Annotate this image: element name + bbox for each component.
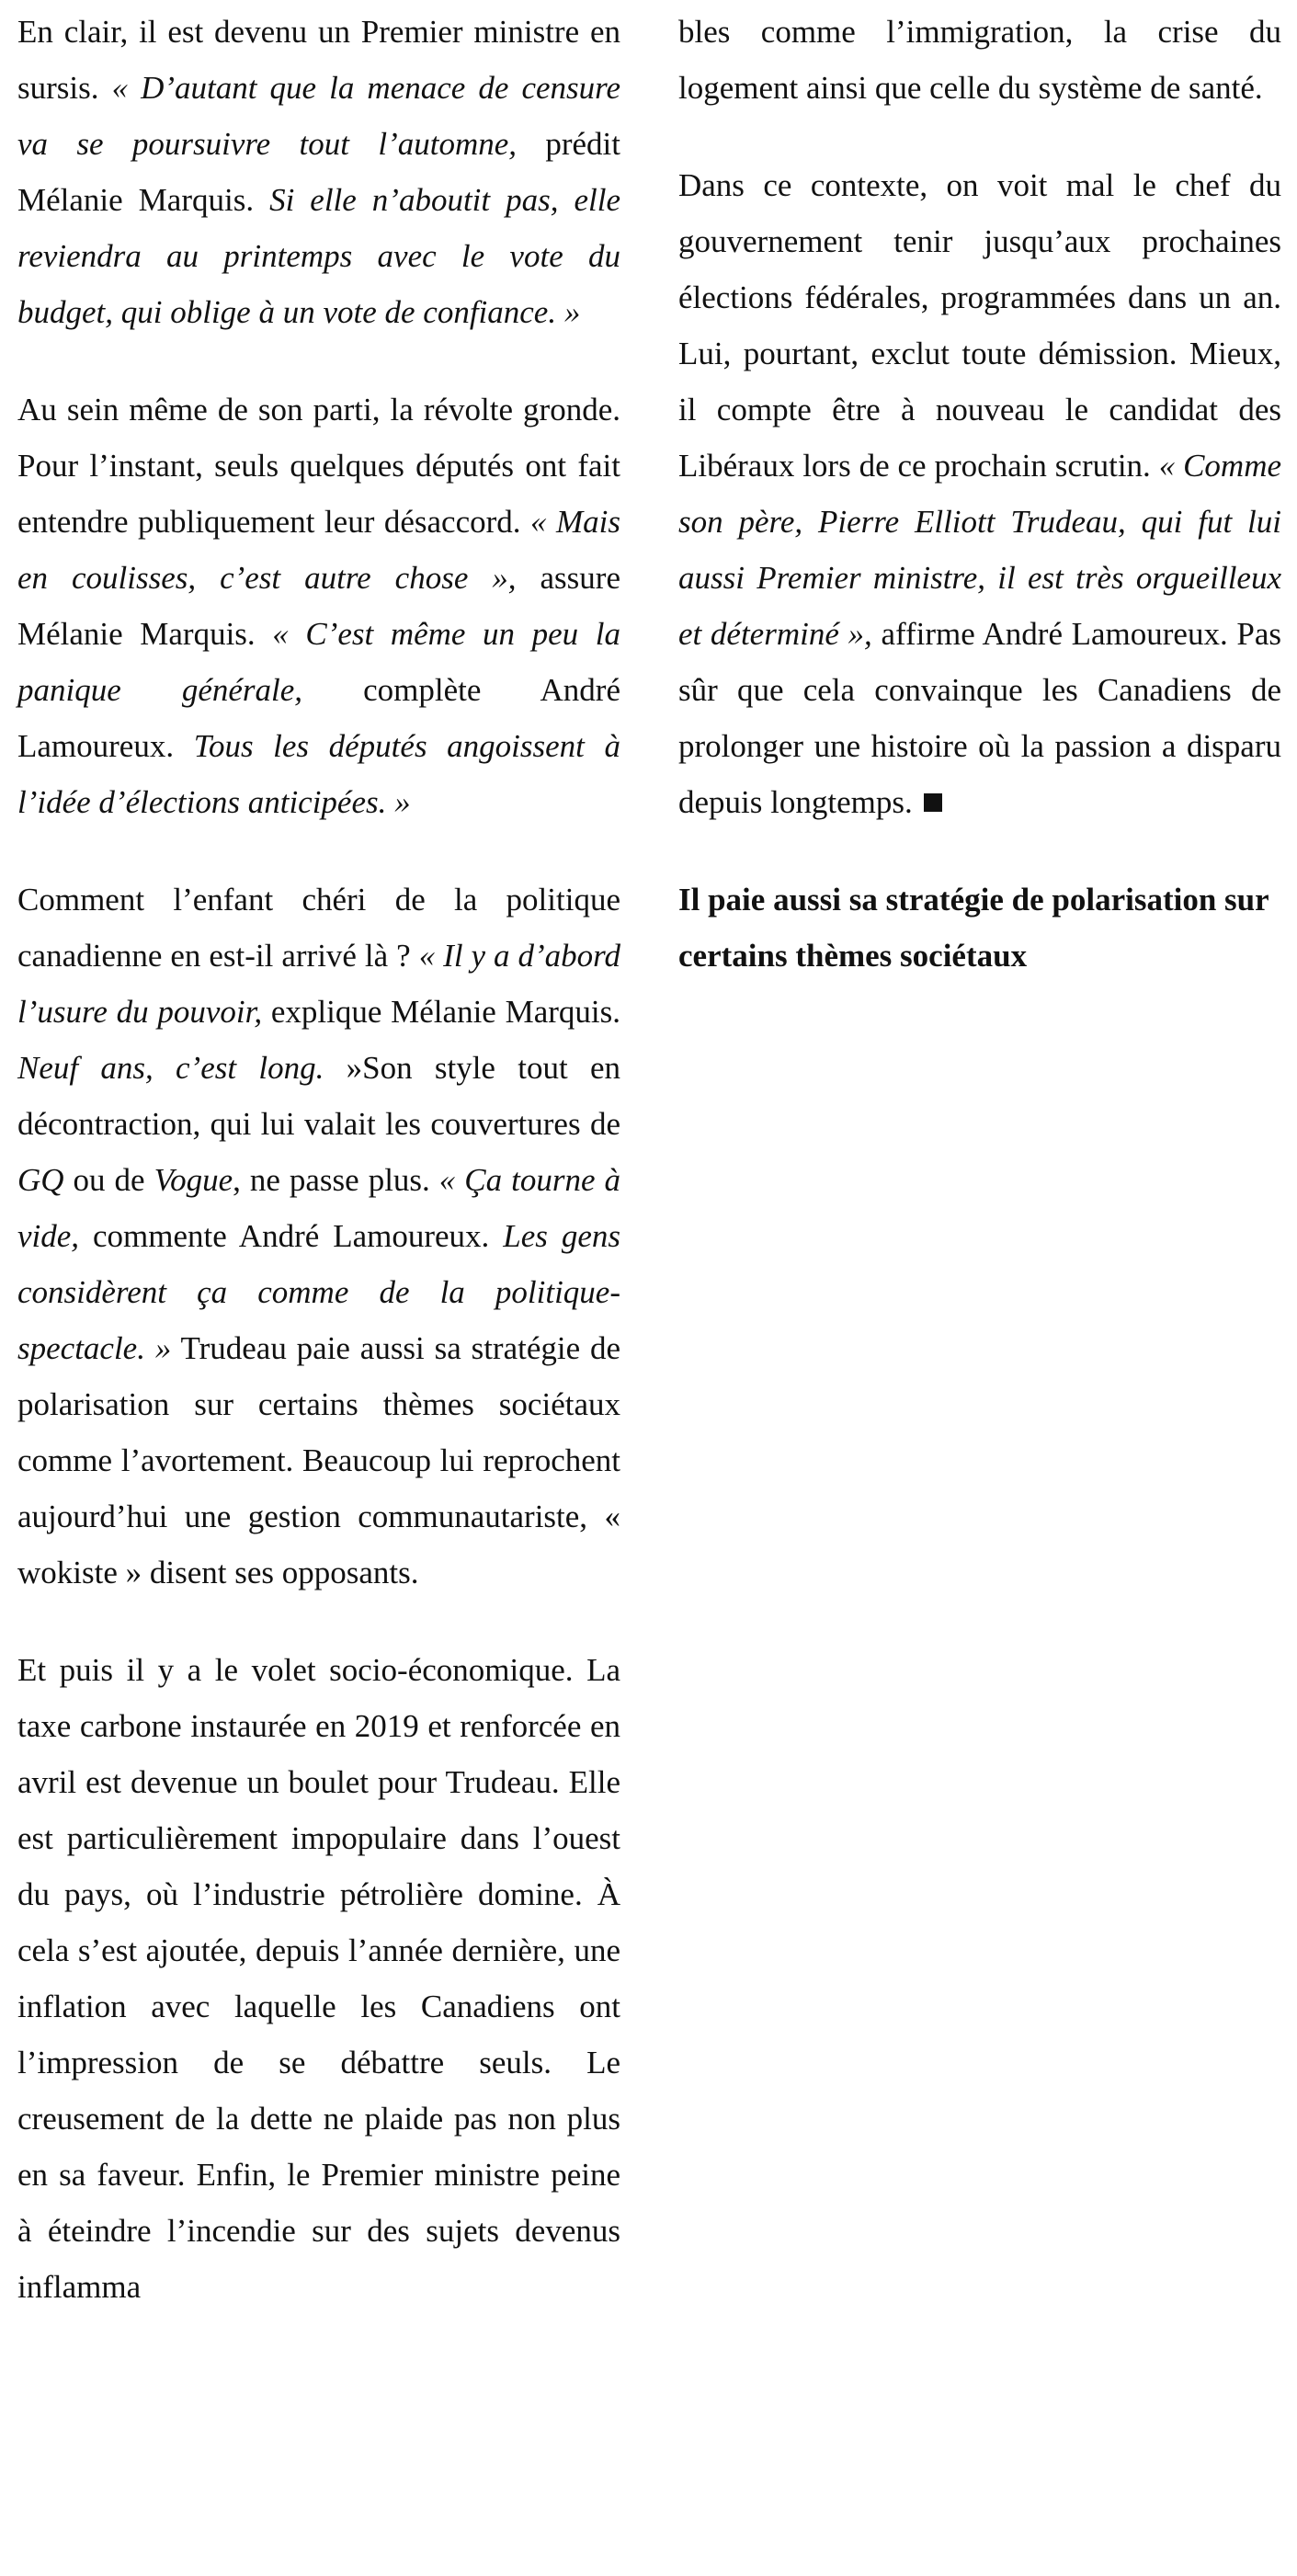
text-run: affirme André Lamoureux. Pas sûr que cela convainque les Canadiens de prolonger une histoire où la passion a disparu depuis longtemps. [678, 616, 1281, 820]
text-run: Et puis il y a le volet socio-économique. La taxe carbone instaurée en 2019 et renforcée en avril est devenue un boulet pour Trudeau. Elle est particulièrement impopulaire dans l’ouest du pays, où l’industrie pétrolière domine. À cela s’est ajoutée, depuis l’année dernière, une inflation avec laquelle les Canadiens ont l’impression de se débattre seuls. Le creusement de la dette ne plaide pas non plus en sa faveur. Enfin, le Premier ministre peine à éteindre l’incendie sur des sujets devenus inflamma [17, 1652, 620, 2305]
left-column [17, 4, 620, 2315]
quote-run: Neuf ans, c’est long. [17, 1050, 324, 1086]
text-run: , ne passe plus. [233, 1162, 439, 1198]
quote-run: Les gens considèrent ça comme de la politique-spectacle. » [17, 1218, 620, 1366]
text-run: Au sein même de son parti, la révolte gronde. Pour l’instant, seuls quelques députés ont fait entendre publiquement leur désaccord. [17, 392, 620, 540]
pull-quote-headline: Il paie aussi sa stratégie de polarisation sur certains thèmes sociétaux [678, 882, 1269, 974]
quote-run: Si elle n’aboutit pas, elle reviendra au printemps avec le vote du budget, qui oblige à un vote de confiance. » [17, 182, 620, 330]
text-run: complète André Lamoureux. [17, 672, 620, 764]
paragraph-enfant-cheri [17, 872, 620, 1601]
quote-run: « Ça tourne à vide, [17, 1162, 620, 1254]
magazine-title: GQ [17, 1162, 64, 1198]
text-run: Trudeau paie aussi sa stratégie de polarisation sur certains thèmes sociétaux comme l’avortement. Beaucoup lui reprochent aujourd’hui une gestion communautariste, « wokiste » disent ses opposants. [17, 1330, 620, 1590]
end-of-article-square-icon [924, 793, 942, 812]
quote-run: « C’est même un peu la panique générale, [17, 616, 620, 708]
paragraph-revolte-parti [17, 382, 620, 830]
text-run: En clair, il est devenu un Premier ministre en sursis. [17, 14, 620, 106]
paragraph-premier-ministre-en-sursis [17, 4, 620, 340]
paragraph-immigration-logement [678, 4, 1281, 116]
quote-run: « Mais en coulisses, c’est autre chose », [17, 504, 621, 596]
text-run: prédit Mélanie Marquis. [17, 126, 620, 218]
text-run: ou de [63, 1162, 154, 1198]
paragraph-volet-socio-economique [17, 1642, 620, 2315]
paragraph-contexte-elections [678, 157, 1281, 830]
quote-run: « Il y a d’abord l’usure du pouvoir, [17, 938, 620, 1030]
text-run: Dans ce contexte, on voit mal le chef du gouvernement tenir jusqu’aux prochaines élections fédérales, programmées dans un an. Lui, pourtant, exclut toute démission. Mieux, il compte être à nouveau le candidat des Libéraux lors de ce prochain scrutin. [678, 167, 1281, 484]
text-run: »Son style tout en décontraction, qui lui valait les couvertures de [17, 1050, 620, 1142]
magazine-title: Vogue [154, 1162, 233, 1198]
right-column [678, 4, 1281, 984]
quote-run: Tous les députés angoissent à l’idée d’élections anticipées. » [17, 728, 621, 820]
text-run: assure Mélanie Marquis. [17, 560, 620, 652]
text-run: Comment l’enfant chéri de la politique canadienne en est-il arrivé là ? [17, 882, 620, 974]
text-run: commente André Lamoureux. [79, 1218, 504, 1254]
text-run: bles comme l’immigration, la crise du logement ainsi que celle du système de santé. [678, 14, 1281, 106]
quote-run: « Comme son père, Pierre Elliott Trudeau, qui fut lui aussi Premier ministre, il est très orgueilleux et déterminé », [678, 448, 1282, 652]
text-run: explique Mélanie Marquis. [262, 994, 620, 1030]
quote-run: « D’autant que la menace de censure va se poursuivre tout l’automne, [17, 70, 620, 162]
